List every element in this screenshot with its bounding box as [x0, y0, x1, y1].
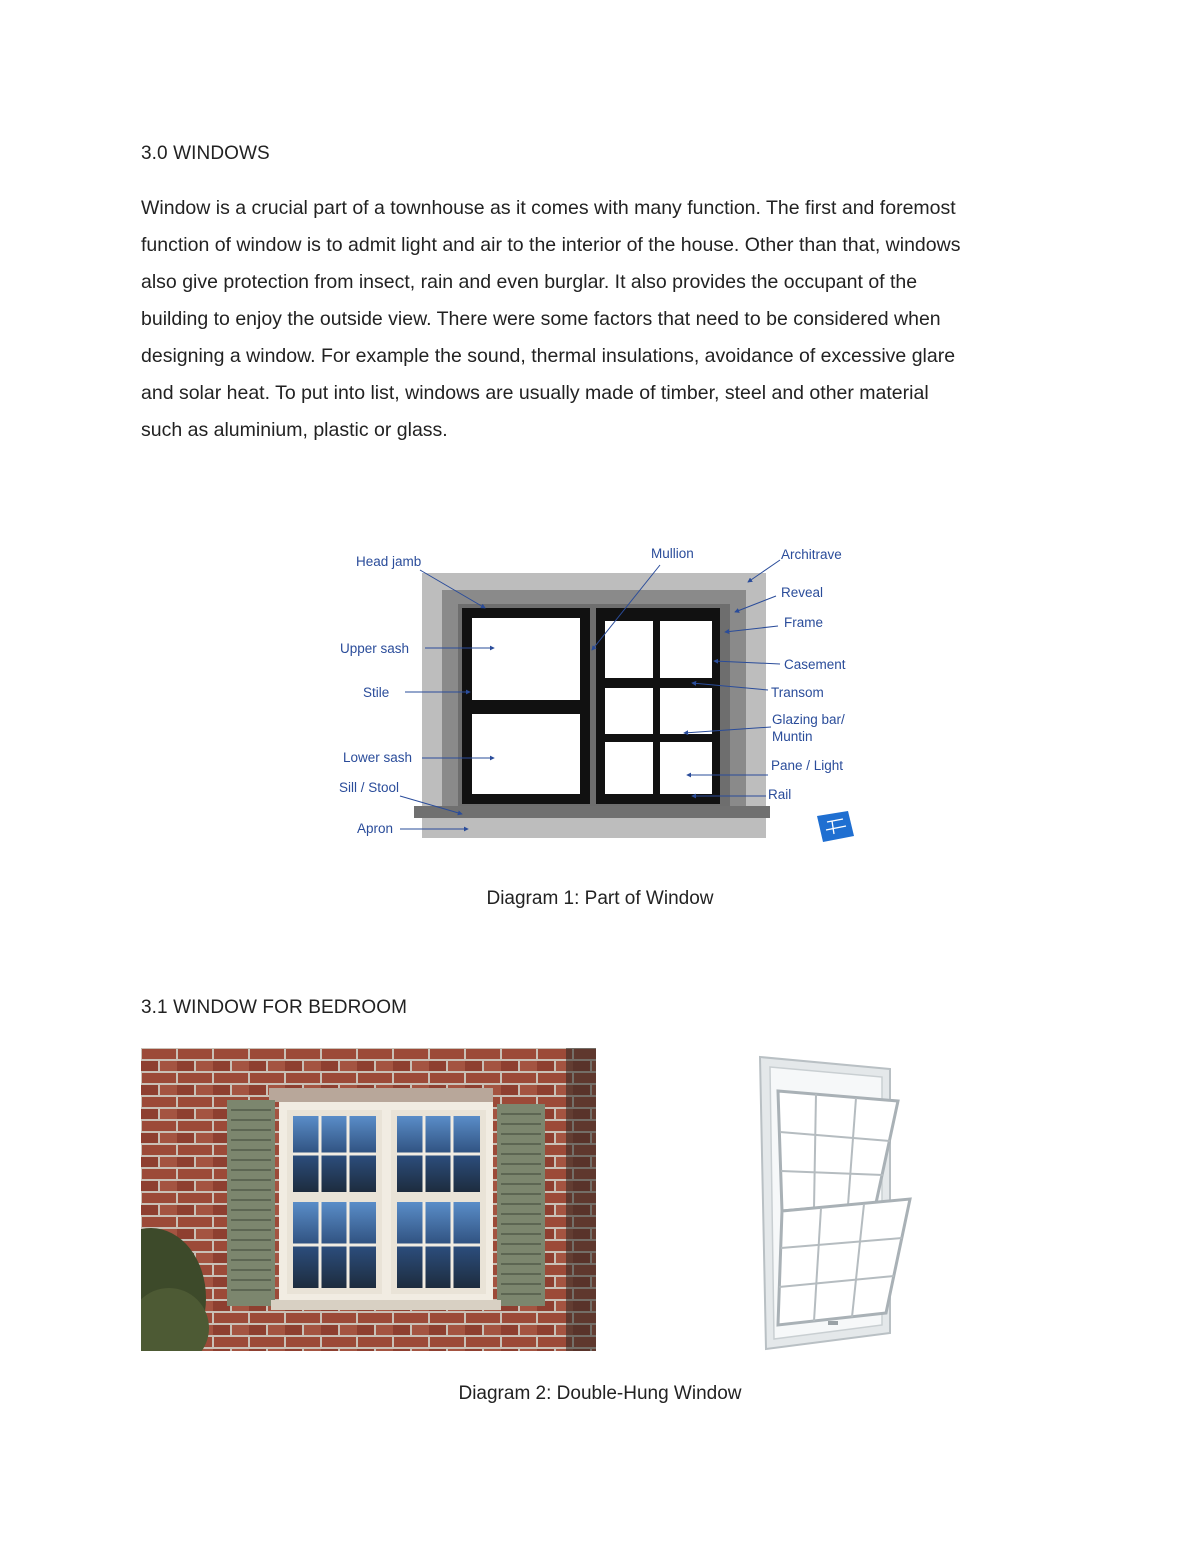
window-parts-diagram	[330, 535, 870, 855]
sill-shape	[414, 806, 770, 818]
label-lower-sash: Lower sash	[343, 750, 413, 765]
paragraph-line: also give protection from insect, rain and even burglar. It also provides the occupant of the	[141, 271, 918, 293]
right-shutter	[497, 1104, 545, 1306]
diagram-2-caption: Diagram 2: Double-Hung Window	[458, 1383, 742, 1404]
left-shutter	[227, 1100, 275, 1306]
label-pane-light: Pane / Light	[771, 758, 844, 773]
paragraph-line: building to enjoy the outside view. There were some factors that need to be considered when	[141, 308, 941, 330]
paragraph-line: function of window is to admit light and air to the interior of the house. Other than that, windows	[141, 234, 961, 256]
label-casement: Casement	[784, 657, 846, 672]
label-muntin: Muntin	[772, 729, 813, 744]
label-frame: Frame	[784, 615, 824, 630]
paragraph-line: such as aluminium, plastic or glass.	[141, 419, 448, 441]
paragraph-line: and solar heat. To put into list, windows are usually made of timber, steel and other material	[141, 382, 929, 404]
label-sill-stool: Sill / Stool	[339, 780, 400, 795]
label-apron: Apron	[357, 821, 394, 836]
label-head-jamb: Head jamb	[356, 554, 422, 569]
paragraph-line: designing a window. For example the sound, thermal insulations, avoidance of excessive glare	[141, 345, 956, 367]
label-upper-sash: Upper sash	[340, 641, 410, 656]
double-hung-window-product-photo	[756, 1053, 916, 1353]
label-architrave: Architrave	[781, 547, 842, 562]
diagram-1-caption: Diagram 1: Part of Window	[486, 888, 714, 909]
body-paragraph	[141, 190, 1061, 449]
blueprint-icon	[817, 811, 854, 842]
label-mullion: Mullion	[651, 546, 694, 561]
section-heading-bedroom-window: 3.1 WINDOW FOR BEDROOM	[141, 997, 408, 1018]
label-glazing-bar: Glazing bar/	[772, 712, 845, 727]
label-stile: Stile	[363, 685, 390, 700]
paragraph-line: Window is a crucial part of a townhouse as it comes with many function. The first and foremost	[141, 197, 956, 219]
section-heading-windows: 3.0 WINDOWS	[141, 143, 270, 164]
label-rail: Rail	[768, 787, 792, 802]
label-transom: Transom	[771, 685, 824, 700]
brick-wall-window-photo	[141, 1048, 596, 1351]
label-reveal: Reveal	[781, 585, 824, 600]
